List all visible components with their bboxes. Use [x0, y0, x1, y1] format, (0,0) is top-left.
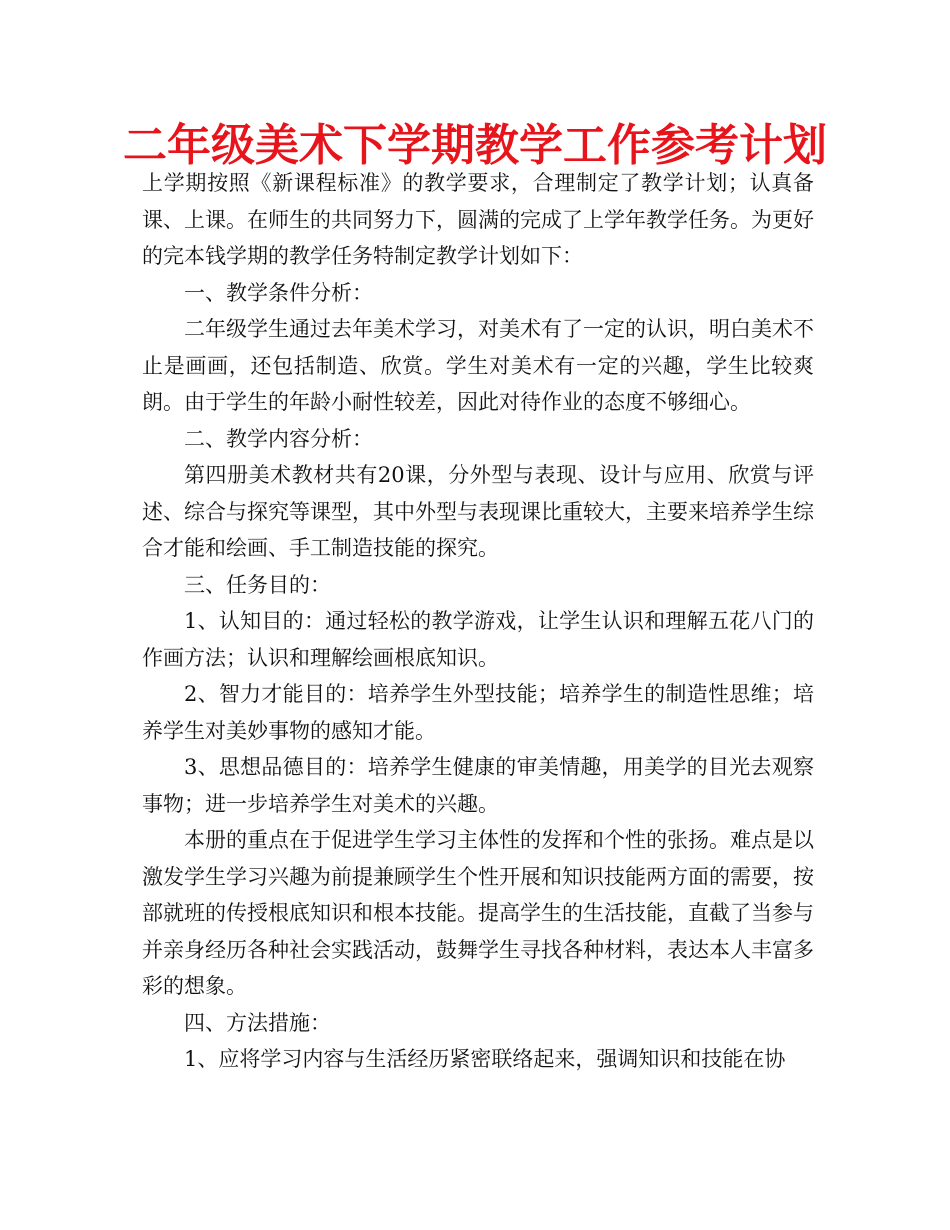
section-heading-methods: 四、方法措施：: [184, 1010, 331, 1035]
paragraph-content: 第四册美术教材共有20课，分外型与表现、设计与应用、欣赏与评述、综合与探究等课型，其中外型与表现课比重较大，主要来培养学生综合才能和绘画、手工制造技能的探究。: [142, 463, 814, 560]
paragraph-goal-3: 3、思想品德目的：培养学生健康的审美情趣，用美学的目光去观察事物；进一步培养学生对美术的兴趣。: [142, 755, 814, 816]
paragraph-conditions: 二年级学生通过去年美术学习，对美术有了一定的认识，明白美术不止是画画，还包括制造、欣赏。学生对美术有一定的兴趣，学生比较爽朗。由于学生的年龄小耐性较差，因此对待作业的态度不够细心。: [142, 317, 814, 414]
section-heading-content: 二、教学内容分析：: [184, 426, 373, 451]
section-heading-conditions: 一、教学条件分析：: [184, 280, 373, 305]
section-heading-goals: 三、任务目的：: [184, 572, 331, 597]
document-title: 二年级美术下学期教学工作参考计划: [123, 120, 827, 171]
paragraph-goal-2: 2、智力才能目的：培养学生外型技能；培养学生的制造性思维；培养学生对美妙事物的感知才能。: [142, 682, 814, 743]
document-body: [142, 165, 814, 1078]
paragraph-focus: 本册的重点在于促进学生学习主体性的发挥和个性的张扬。难点是以激发学生学习兴趣为前提兼顾学生个性开展和知识技能两方面的需要，按部就班的传授根底知识和根本技能。提高学生的生活技能，直截了当参与并亲身经历各种社会实践活动，鼓舞学生寻找各种材料，表达本人丰富多彩的想象。: [142, 828, 814, 998]
paragraph-goal-1: 1、认知目的：通过轻松的教学游戏，让学生认识和理解五花八门的作画方法；认识和理解绘画根底知识。: [142, 609, 814, 670]
paragraph-method-1: 1、应将学习内容与生活经历紧密联络起来，强调知识和技能在协: [184, 1047, 786, 1071]
paragraph-intro: 上学期按照《新课程标准》的教学要求，合理制定了教学计划；认真备课、上课。在师生的共同努力下，圆满的完成了上学年教学任务。为更好的完本钱学期的教学任务特制定教学计划如下：: [142, 171, 814, 268]
